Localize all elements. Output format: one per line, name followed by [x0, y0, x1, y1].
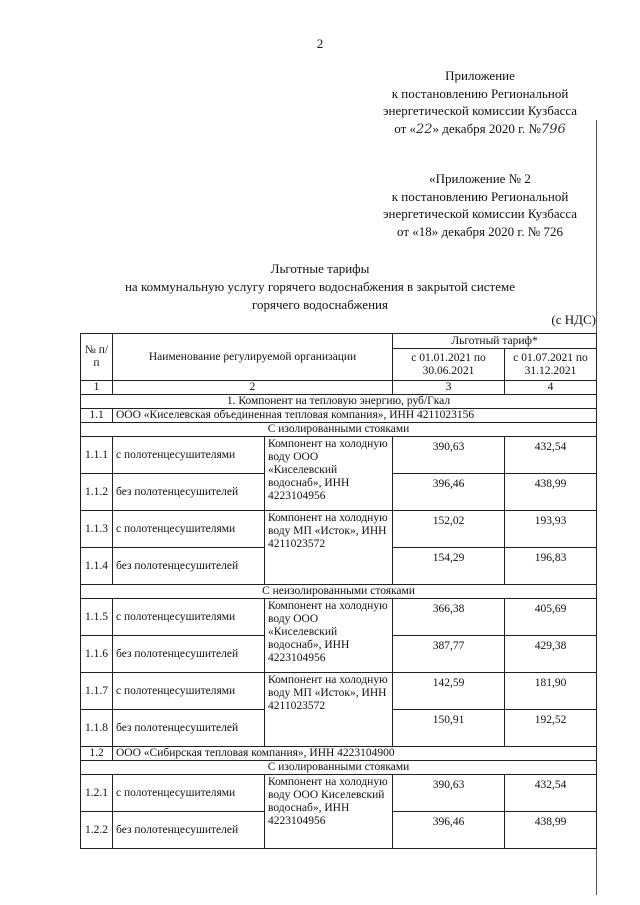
appendix-line: к постановлению Региональной: [391, 188, 569, 204]
table-header-row: [81, 334, 597, 349]
org-name: ООО «Киселевская объединенная тепловая компания», ИНН 4211023156: [113, 409, 597, 423]
value-period2: 429,38: [505, 636, 597, 673]
header-period2: с 01.07.2021 по 31.12.2021: [505, 349, 597, 381]
row-label: с полотенцесушителями: [113, 673, 265, 710]
row-num: 1.1.5: [81, 599, 113, 636]
table-row: [81, 775, 597, 812]
value-period1: 387,77: [393, 636, 505, 673]
title-line: Льготные тарифы: [270, 261, 370, 276]
value-period2: 438,99: [505, 474, 597, 511]
header-tariff: Льготный тариф*: [393, 334, 597, 349]
organization-row: [81, 409, 597, 423]
value-period1: 366,38: [393, 599, 505, 636]
cold-water-component: Компонент на холодную воду МП «Исток», ИНН 4211023572: [265, 511, 393, 585]
header-name: Наименование регулируемой организации: [113, 334, 393, 381]
appendix-line: «Приложение № 2: [429, 171, 531, 186]
title-line: на коммунальную услугу горячего водоснабжения в закрытой системе: [124, 279, 516, 294]
row-label: без полотенцесушителей: [113, 710, 265, 747]
tariff-table: [80, 333, 597, 849]
subsection-heading: С изолированными стояками: [81, 423, 597, 437]
row-num: 1.1.8: [81, 710, 113, 747]
row-label: без полотенцесушителей: [113, 548, 265, 585]
appendix-header: [360, 67, 600, 138]
value-period1: 390,63: [393, 775, 505, 812]
subsection-heading: С неизолированными стояками: [81, 585, 597, 599]
value-period1: 154,29: [393, 548, 505, 585]
org-num: 1.1: [81, 409, 113, 423]
header-num: № п/п: [81, 334, 113, 381]
org-num: 1.2: [81, 747, 113, 761]
appendix-line: Приложение: [445, 68, 515, 83]
value-period1: 396,46: [393, 812, 505, 849]
value-period1: 396,46: [393, 474, 505, 511]
header-period1: с 01.01.2021 по 30.06.2021: [393, 349, 505, 381]
org-name: ООО «Сибирская тепловая компания», ИНН 4223104900: [113, 747, 597, 761]
col-index: 3: [393, 381, 505, 395]
appendix-line: энергетической комиссии Кузбасса: [382, 103, 578, 118]
row-num: 1.1.4: [81, 548, 113, 585]
cold-water-component: Компонент на холодную воду ООО «Киселевский водоснаб», ИНН 4223104956: [265, 599, 393, 673]
cold-water-component: Компонент на холодную воду МП «Исток», ИНН 4211023572: [265, 673, 393, 747]
table-row: [81, 511, 597, 548]
subsection-heading: С изолированными стояками: [81, 761, 597, 775]
col-index: 2: [113, 381, 393, 395]
appendix-date: [360, 120, 600, 139]
row-num: 1.1.7: [81, 673, 113, 710]
appendix-line: от «18» декабря 2020 г. № 726: [397, 223, 563, 239]
value-period2: 193,93: [505, 511, 597, 548]
value-period1: 152,02: [393, 511, 505, 548]
value-period1: 390,63: [393, 437, 505, 474]
table-row: [81, 437, 597, 474]
value-period1: 150,91: [393, 710, 505, 747]
handwritten-day: 22: [416, 121, 433, 137]
subsection-row: [81, 423, 597, 437]
row-label: с полотенцесушителями: [113, 437, 265, 474]
row-num: 1.2.2: [81, 812, 113, 849]
date-prefix: от «: [394, 120, 416, 136]
title-line: горячего водоснабжения: [252, 297, 388, 312]
col-index: 1: [81, 381, 113, 395]
row-label: без полотенцесушителей: [113, 812, 265, 849]
value-period1: 142,59: [393, 673, 505, 710]
row-num: 1.1.1: [81, 437, 113, 474]
row-label: с полотенцесушителями: [113, 511, 265, 548]
value-period2: 405,69: [505, 599, 597, 636]
value-period2: 432,54: [505, 437, 597, 474]
vat-note: (с НДС): [551, 312, 596, 327]
row-label: с полотенцесушителями: [113, 599, 265, 636]
subsection-row: [81, 585, 597, 599]
row-num: 1.2.1: [81, 775, 113, 812]
column-index-row: [81, 381, 597, 395]
value-period2: 438,99: [505, 812, 597, 849]
value-period2: 192,52: [505, 710, 597, 747]
section-row: [81, 395, 597, 409]
value-period2: 196,83: [505, 548, 597, 585]
col-index: 4: [505, 381, 597, 395]
row-label: без полотенцесушителей: [113, 474, 265, 511]
organization-row: [81, 747, 597, 761]
row-num: 1.1.2: [81, 474, 113, 511]
value-period2: 181,90: [505, 673, 597, 710]
table-row: [81, 599, 597, 636]
handwritten-number: 796: [540, 121, 566, 137]
appendix-line: к постановлению Региональной: [391, 85, 569, 101]
subsection-row: [81, 761, 597, 775]
section-heading: 1. Компонент на тепловую энергию, руб/Гкал: [81, 395, 597, 409]
row-num: 1.1.6: [81, 636, 113, 673]
row-label: с полотенцесушителями: [113, 775, 265, 812]
original-appendix-header: [360, 170, 600, 240]
row-label: без полотенцесушителей: [113, 636, 265, 673]
appendix-line: энергетической комиссии Кузбасса: [382, 206, 578, 221]
value-period2: 432,54: [505, 775, 597, 812]
table-row: [81, 673, 597, 710]
cold-water-component: Компонент на холодную воду ООО Киселевский водоснаб», ИНН 4223104956: [265, 775, 393, 849]
date-middle: » декабря 2020 г. №: [432, 120, 541, 136]
document-title: [100, 260, 540, 314]
cold-water-component: Компонент на холодную воду ООО «Киселевский водоснаб», ИНН 4223104956: [265, 437, 393, 511]
row-num: 1.1.3: [81, 511, 113, 548]
page-number: 2: [316, 36, 324, 51]
